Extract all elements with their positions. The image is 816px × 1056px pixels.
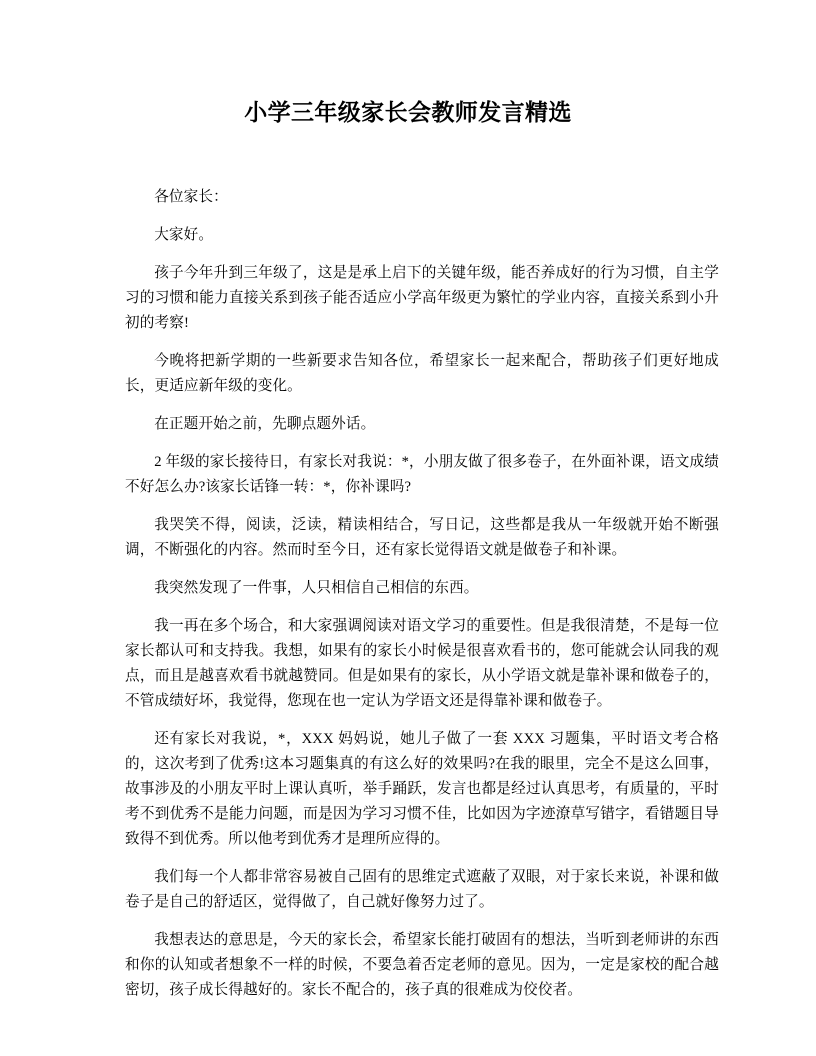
paragraph: 2 年级的家长接待日，有家长对我说：*，小朋友做了很多卷子，在外面补课，语文成绩不好怎么办?该家长话锋一转：*，你补课吗?	[125, 454, 719, 495]
document-body	[125, 185, 719, 1003]
page-title: 小学三年级家长会教师发言精选	[244, 99, 572, 125]
paragraph: 我哭笑不得，阅读，泛读，精读相结合，写日记，这些都是我从一年级就开始不断强调，不断强化的内容。然而时至今日，还有家长觉得语文就是做卷子和补课。	[125, 517, 719, 558]
paragraph: 大家好。	[154, 227, 214, 243]
paragraph: 我一再在多个场合，和大家强调阅读对语文学习的重要性。但是我很清楚，不是每一位家长都认可和支持我。我想，如果有的家长小时候是很喜欢看书的，您可能就会认同我的观点，而且是越喜欢看书就越赞同。但是如果有的家长，从小学语文就是靠补课和做卷子的，不管成绩好坏，我觉得，您现在也一定认为学语文还是得靠补课和做卷子。	[125, 618, 719, 709]
paragraph: 我突然发现了一件事，人只相信自己相信的东西。	[154, 580, 479, 596]
paragraph: 我们每一个人都非常容易被自己固有的思维定式遮蔽了双眼，对于家长来说，补课和做卷子是自己的舒适区，觉得做了，自己就好像努力过了。	[125, 869, 719, 910]
paragraph: 我想表达的意思是，今天的家长会，希望家长能打破固有的想法，当听到老师讲的东西和你的认知或者想象不一样的时候，不要急着否定老师的意见。因为，一定是家校的配合越密切，孩子成长得越好的。家长不配合的，孩子真的很难成为佼佼者。	[125, 932, 719, 998]
paragraph: 还有家长对我说，*，XXX 妈妈说，她儿子做了一套 XXX 习题集，平时语文考合格的，这次考到了优秀!这本习题集真的有这么好的效果吗?在我的眼里，完全不是这么回事，故事涉及的小朋友平时上课认真听，举手踊跃，发言也都是经过认真思考，有质量的，平时考不到优秀不是能力问题，而是因为学习习惯不佳，比如因为字迹潦草写错字，看错题目导致得不到优秀。所以他考到优秀才是理所应得的。	[125, 731, 719, 847]
paragraph: 今晚将把新学期的一些新要求告知各位，希望家长一起来配合，帮助孩子们更好地成长，更适应新年级的变化。	[125, 353, 719, 394]
paragraph: 在正题开始之前，先聊点题外话。	[154, 416, 376, 432]
paragraph: 孩子今年升到三年级了，这是是承上启下的关键年级，能否养成好的行为习惯，自主学习的习惯和能力直接关系到孩子能否适应小学高年级更为繁忙的学业内容，直接关系到小升初的考察!	[125, 265, 719, 331]
paragraph: 各位家长：	[154, 189, 228, 205]
